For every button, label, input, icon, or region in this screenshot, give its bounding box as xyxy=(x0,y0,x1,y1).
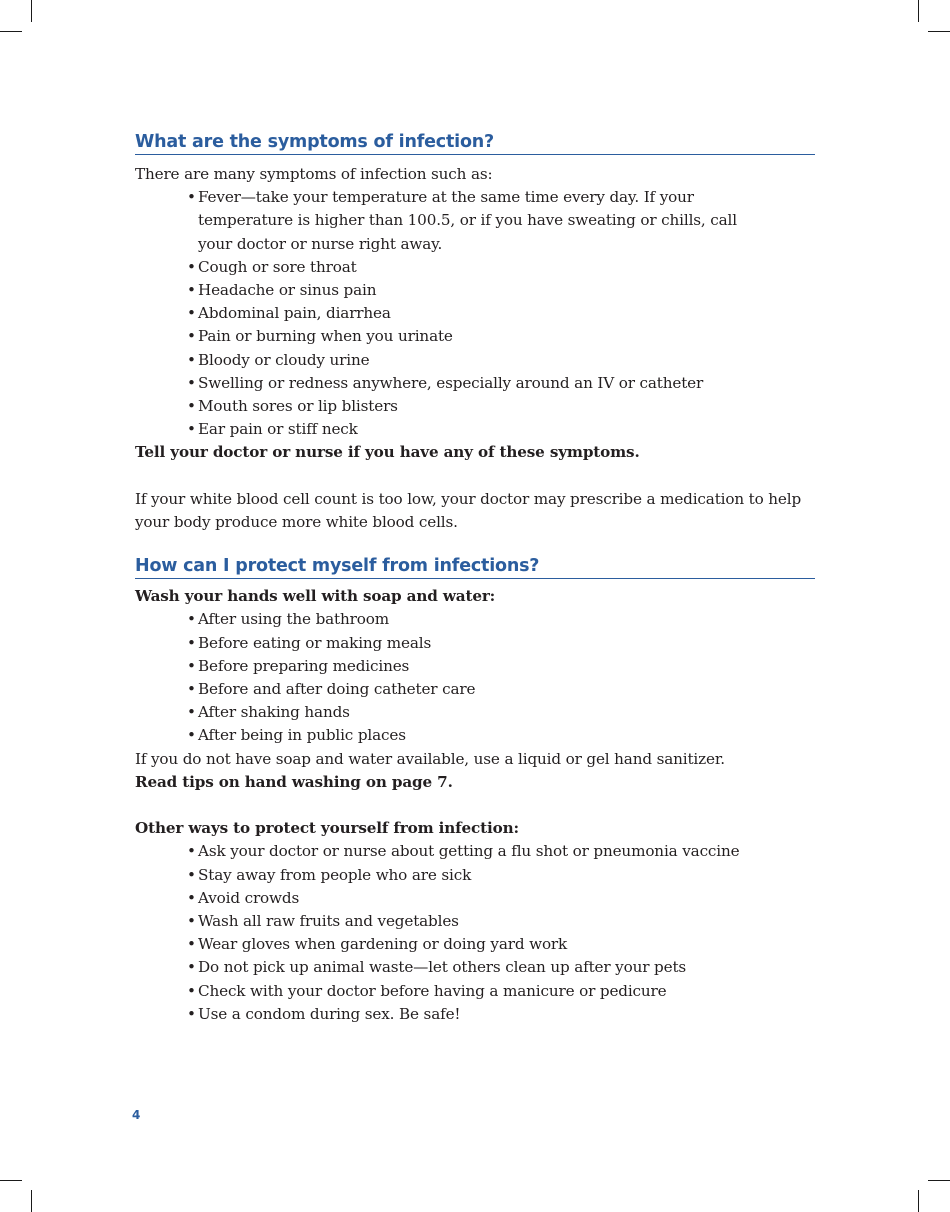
list-item: • Use a condom during sex. Be safe! xyxy=(187,1003,815,1026)
crop-mark xyxy=(918,1190,919,1212)
wash-hands-label: Wash your hands well with soap and water: xyxy=(135,587,496,606)
list-item: • Fever—take your temperature at the same time every day. If your temperature is higher than 100.5, or if you have sweating or chills, call your doctor or nurse right away. xyxy=(187,186,763,256)
list-item: • Pain or burning when you urinate xyxy=(187,325,815,348)
symptoms-intro: There are many symptoms of infection such as: xyxy=(135,165,493,183)
list-item: • Before eating or making meals xyxy=(187,632,815,655)
list-item: • Wear gloves when gardening or doing yard work xyxy=(187,933,815,956)
list-item: • Abdominal pain, diarrhea xyxy=(187,302,815,325)
list-item: • Do not pick up animal waste—let others clean up after your pets xyxy=(187,956,815,979)
wash-hands-list xyxy=(135,608,815,747)
page-number: 4 xyxy=(132,1108,141,1122)
list-item: • After being in public places xyxy=(187,724,815,747)
page-content xyxy=(135,131,815,1026)
list-item: • Bloody or cloudy urine xyxy=(187,349,815,372)
list-item: • Stay away from people who are sick xyxy=(187,864,815,887)
list-item: • Check with your doctor before having a manicure or pedicure xyxy=(187,980,815,1003)
read-tips-note: Read tips on hand washing on page 7. xyxy=(135,772,453,791)
wbc-paragraph: If your white blood cell count is too low, your doctor may prescribe a medication to help your body produce more white blood cells. xyxy=(135,489,802,532)
crop-mark xyxy=(31,1190,32,1212)
other-ways-list xyxy=(135,840,815,1026)
section-heading-symptoms: What are the symptoms of infection? xyxy=(135,131,815,155)
other-ways-label: Other ways to protect yourself from infection: xyxy=(135,819,519,838)
list-item: • Wash all raw fruits and vegetables xyxy=(187,910,815,933)
list-item: • After using the bathroom xyxy=(187,608,815,631)
list-item: • Ask your doctor or nurse about getting a flu shot or pneumonia vaccine xyxy=(187,840,815,863)
list-item: • Cough or sore throat xyxy=(187,256,815,279)
crop-mark xyxy=(918,0,919,22)
list-item: • After shaking hands xyxy=(187,701,815,724)
crop-mark xyxy=(928,31,950,32)
list-item: • Headache or sinus pain xyxy=(187,279,815,302)
crop-mark xyxy=(0,1180,22,1181)
list-item: • Ear pain or stiff neck xyxy=(187,418,815,441)
list-item: • Avoid crowds xyxy=(187,887,815,910)
sanitizer-note: If you do not have soap and water available, use a liquid or gel hand sanitizer. xyxy=(135,749,725,768)
list-item: • Before and after doing catheter care xyxy=(187,678,815,701)
symptoms-list xyxy=(135,186,815,441)
crop-mark xyxy=(928,1180,950,1181)
crop-mark xyxy=(0,31,22,32)
section-heading-protection: How can I protect myself from infections? xyxy=(135,555,815,579)
list-item: • Mouth sores or lip blisters xyxy=(187,395,815,418)
crop-mark xyxy=(31,0,32,22)
symptoms-callout: Tell your doctor or nurse if you have any of these symptoms. xyxy=(135,443,640,462)
list-item: • Swelling or redness anywhere, especially around an IV or catheter xyxy=(187,372,815,395)
list-item: • Before preparing medicines xyxy=(187,655,815,678)
